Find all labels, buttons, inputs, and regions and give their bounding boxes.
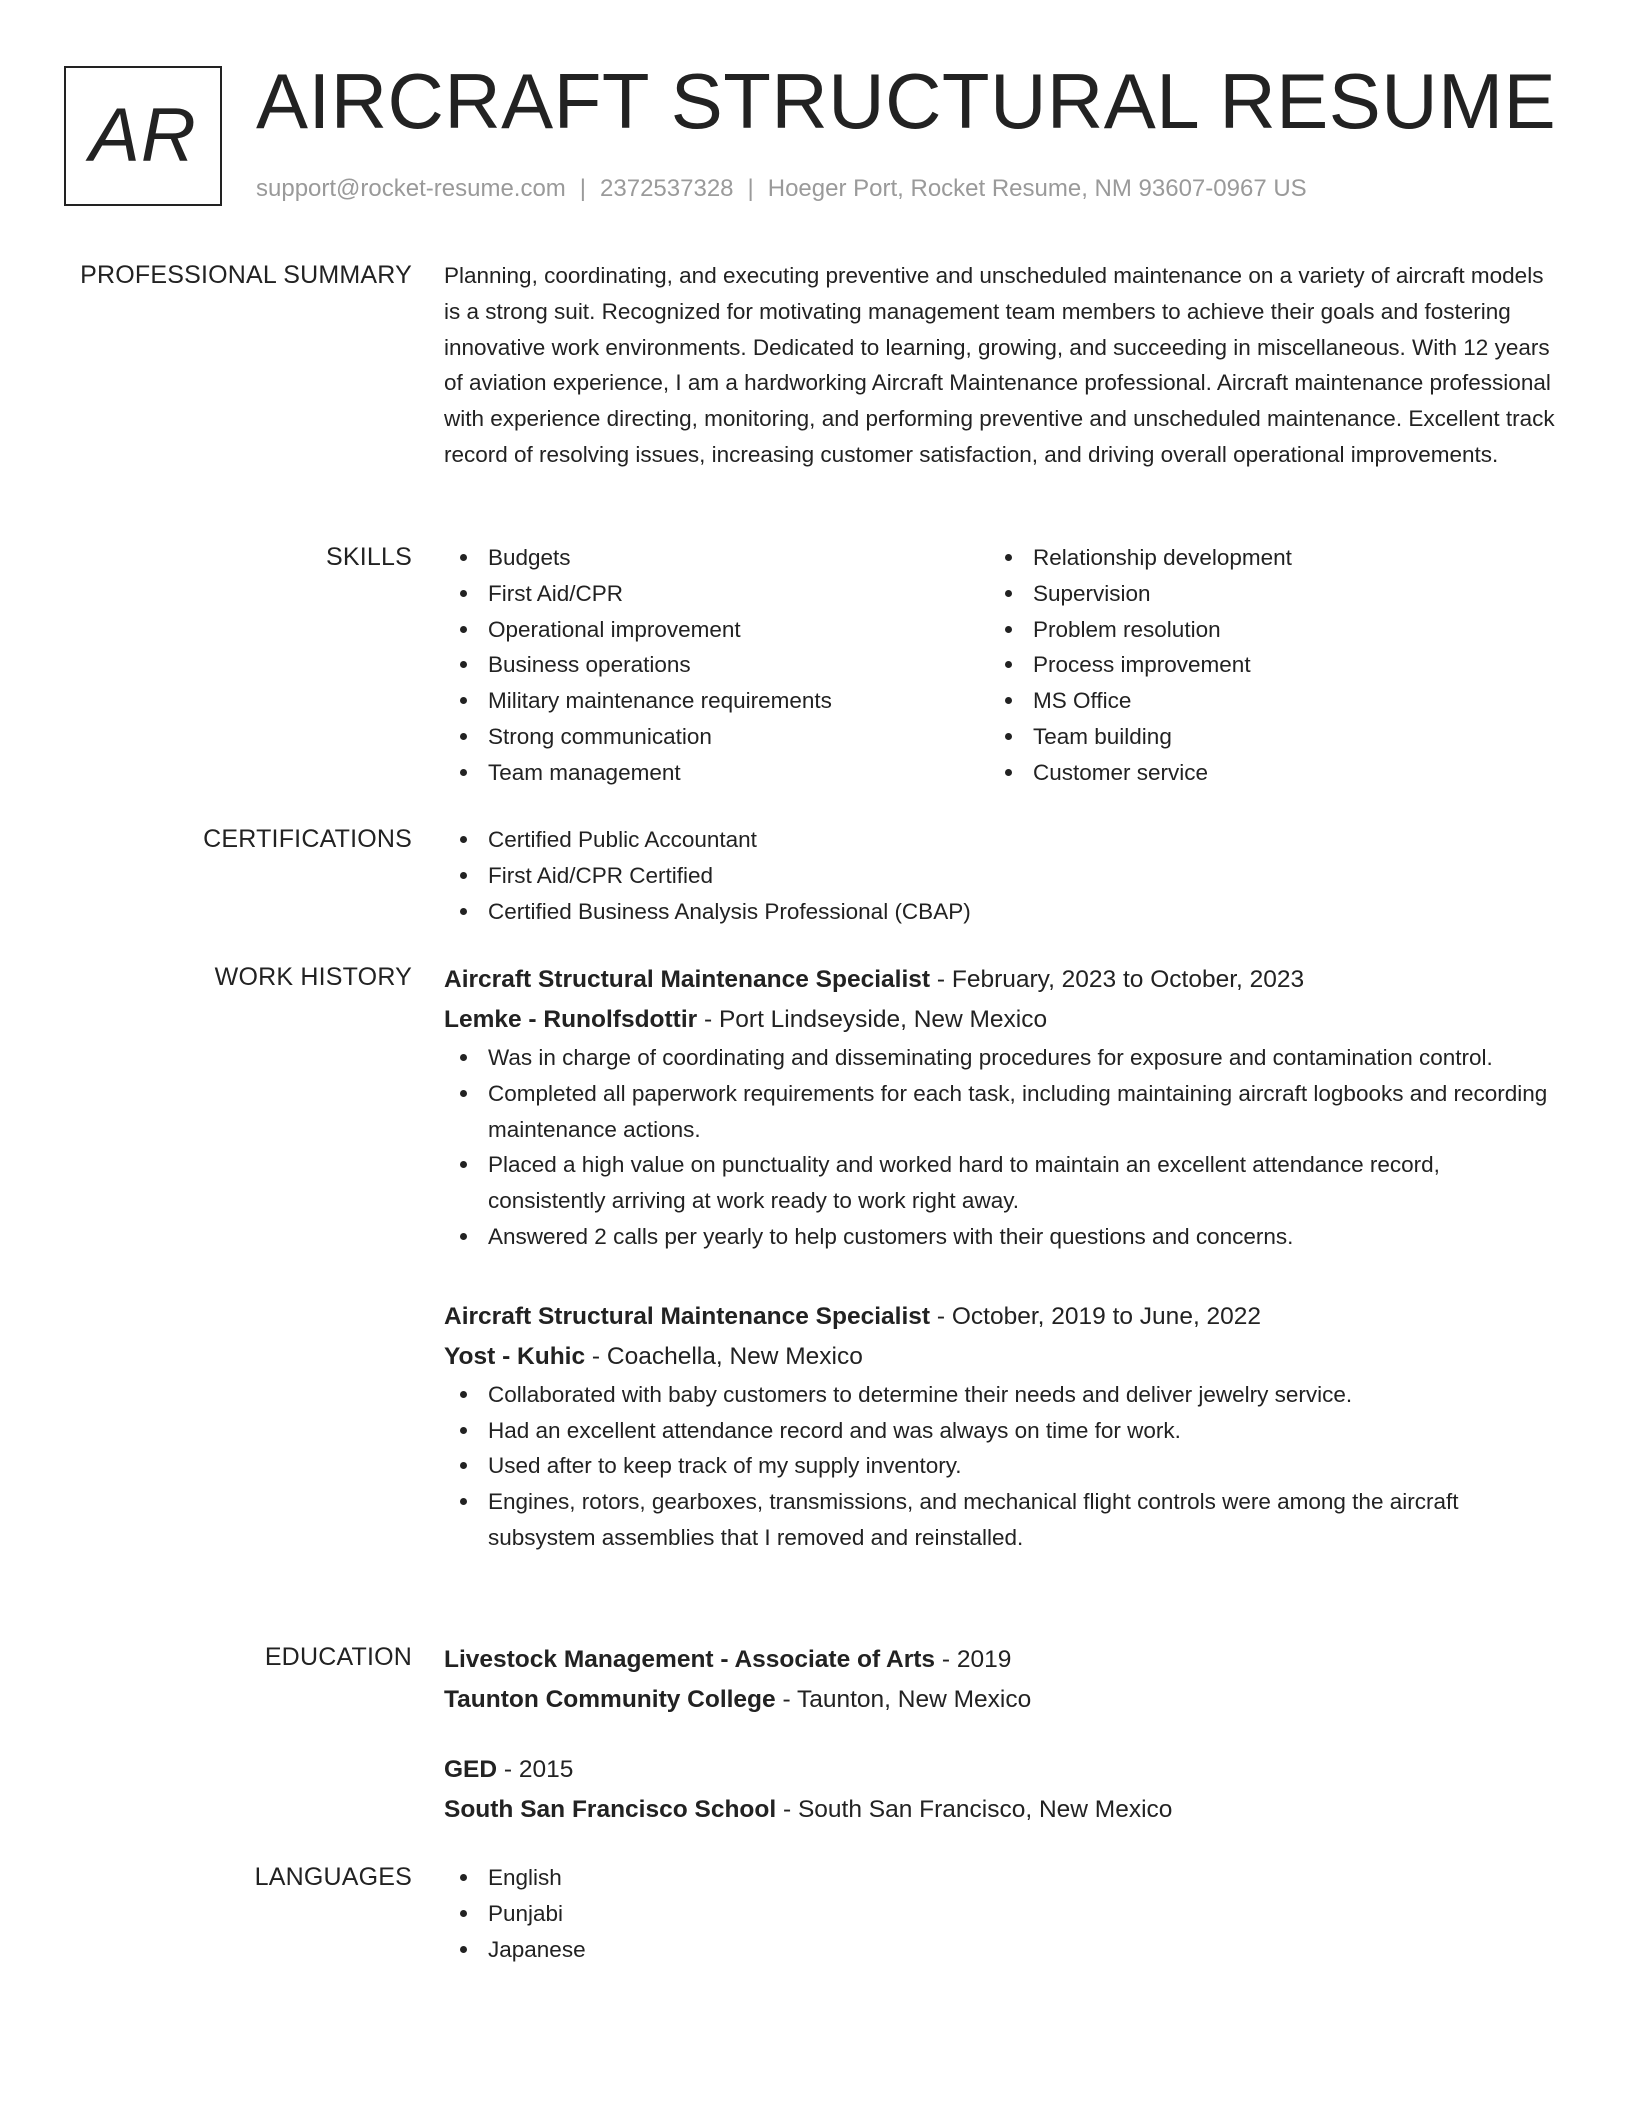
certifications-list — [444, 822, 1556, 929]
job-company-line — [444, 1337, 1556, 1377]
job-title: Aircraft Structural Maintenance Specialist — [444, 1302, 931, 1330]
job-bullet: Engines, rotors, gearboxes, transmissions, and mechanical flight controls were among the aircraft subsystem assemblies that I removed and reinstalled. — [444, 1484, 1556, 1556]
degree-line — [444, 1750, 1556, 1790]
skill-item: Supervision — [989, 576, 1534, 612]
skill-item: Problem resolution — [989, 612, 1534, 648]
monogram-box — [64, 66, 222, 206]
skills-list-right — [989, 540, 1534, 791]
language-item: Punjabi — [444, 1896, 1556, 1932]
contact-email: support@rocket-resume.com — [256, 175, 566, 202]
job-location: - Coachella, New Mexico — [585, 1342, 863, 1370]
job-bullet-list — [444, 1040, 1556, 1255]
language-item: English — [444, 1860, 1556, 1896]
job-company: Lemke - Runolfsdottir — [444, 1006, 698, 1033]
section-heading: EDUCATION — [264, 1643, 412, 1671]
certification-item: First Aid/CPR Certified — [444, 858, 1556, 894]
job-title-line — [444, 960, 1556, 1000]
job-company: Yost - Kuhic — [444, 1342, 586, 1370]
skill-item: MS Office — [989, 683, 1534, 719]
school-name: Taunton Community College — [444, 1686, 776, 1713]
languages-list — [444, 1860, 1556, 1967]
education-entry — [444, 1750, 1556, 1830]
monogram-initials: AR — [89, 93, 197, 178]
job-dates: - February, 2023 to October, 2023 — [930, 966, 1305, 993]
resume-title: AIRCRAFT STRUCTURAL RESUME — [256, 57, 1557, 145]
job-title-line — [444, 1297, 1556, 1337]
job-dates: - October, 2019 to June, 2022 — [930, 1302, 1262, 1330]
skill-item: Budgets — [444, 540, 989, 576]
skill-item: Team building — [989, 719, 1534, 755]
job-title: Aircraft Structural Maintenance Specialist — [444, 966, 931, 993]
skill-item: Strong communication — [444, 719, 989, 755]
school-line — [444, 1680, 1556, 1720]
job-bullet: Collaborated with baby customers to determine their needs and deliver jewelry service. — [444, 1377, 1556, 1413]
job-bullet: Used after to keep track of my supply inventory. — [444, 1448, 1556, 1484]
job-bullet: Had an excellent attendance record and was always on time for work. — [444, 1413, 1556, 1449]
degree-name: Livestock Management - Associate of Arts — [444, 1646, 936, 1673]
job-entry — [444, 960, 1556, 1255]
contact-phone: 2372537328 — [600, 175, 734, 202]
section-heading: WORK HISTORY — [214, 963, 412, 991]
degree-year: - 2019 — [935, 1646, 1012, 1673]
section-heading: LANGUAGES — [254, 1863, 412, 1891]
job-bullet: Answered 2 calls per yearly to help customers with their questions and concerns. — [444, 1219, 1556, 1255]
contact-address: Hoeger Port, Rocket Resume, NM 93607-0967 US — [767, 175, 1307, 202]
contact-separator: | — [747, 175, 754, 202]
job-entry — [444, 1297, 1556, 1556]
section-heading: PROFESSIONAL SUMMARY — [80, 261, 412, 289]
job-company-line — [444, 1000, 1556, 1040]
section-heading: CERTIFICATIONS — [203, 825, 412, 853]
school-location: - South San Francisco, New Mexico — [776, 1796, 1173, 1823]
degree-name: GED — [444, 1756, 498, 1783]
section-heading: SKILLS — [326, 543, 412, 571]
skill-item: Relationship development — [989, 540, 1534, 576]
contact-line — [256, 174, 1307, 204]
skills-list-left — [444, 540, 989, 791]
education-entry — [444, 1640, 1556, 1720]
job-location: - Port Lindseyside, New Mexico — [697, 1006, 1048, 1033]
skill-item: First Aid/CPR — [444, 576, 989, 612]
skill-item: Business operations — [444, 647, 989, 683]
skill-item: Customer service — [989, 755, 1534, 791]
skill-item: Team management — [444, 755, 989, 791]
skill-item: Operational improvement — [444, 612, 989, 648]
skill-item: Military maintenance requirements — [444, 683, 989, 719]
school-line — [444, 1790, 1556, 1830]
skill-item: Process improvement — [989, 647, 1534, 683]
job-bullet: Was in charge of coordinating and disseminating procedures for exposure and contamination control. — [444, 1040, 1556, 1076]
school-name: South San Francisco School — [444, 1796, 777, 1823]
job-bullet-list — [444, 1377, 1556, 1556]
degree-year: - 2015 — [497, 1756, 574, 1783]
school-location: - Taunton, New Mexico — [775, 1686, 1032, 1713]
certification-item: Certified Business Analysis Professional (CBAP) — [444, 894, 1556, 930]
job-bullet: Completed all paperwork requirements for each task, including maintaining aircraft logbooks and recording maintenance actions. — [444, 1076, 1556, 1148]
degree-line — [444, 1640, 1556, 1680]
language-item: Japanese — [444, 1932, 1556, 1968]
certification-item: Certified Public Accountant — [444, 822, 1556, 858]
job-bullet: Placed a high value on punctuality and worked hard to maintain an excellent attendance record, consistently arriving at work ready to work right away. — [444, 1147, 1556, 1219]
summary-text: Planning, coordinating, and executing preventive and unscheduled maintenance on a variety of aircraft models is a strong suit. Recognized for motivating management team members to achieve their goals and fostering innovative work environments. Dedicated to learning, growing, and succeeding in miscellaneous. With 12 years of aviation experience, I am a hardworking Aircraft Maintenance professional. Aircraft maintenance professional with experience directing, monitoring, and performing preventive and unscheduled maintenance. Excellent track record of resolving issues, increasing customer satisfaction, and driving overall operational improvements. — [444, 263, 1555, 467]
contact-separator: | — [579, 175, 587, 202]
